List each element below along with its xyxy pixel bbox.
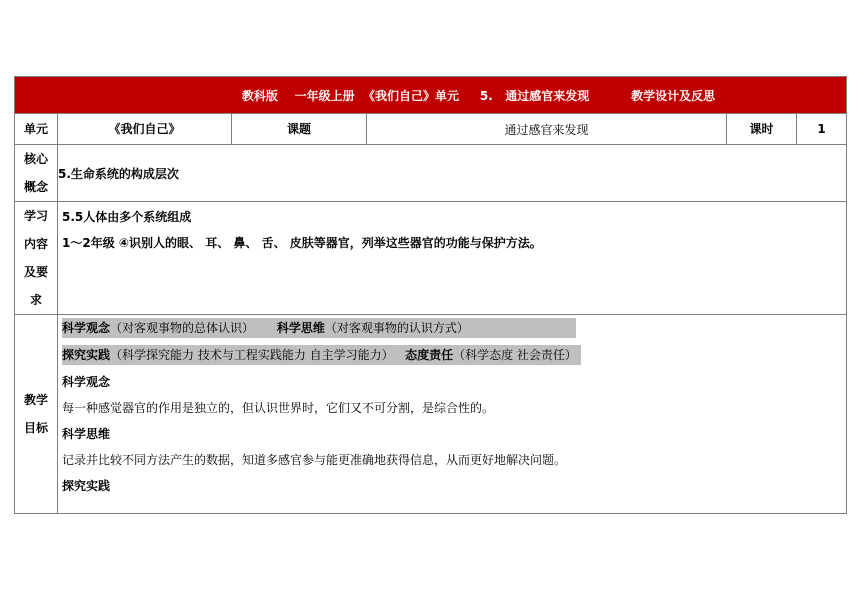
goal-heading-science-concept: 科学观念 [62, 375, 111, 389]
goals-label-line1: 教学 [23, 393, 48, 407]
content-label-line1: 学习 [23, 209, 48, 223]
unit-value: 《我们自己》 [58, 114, 232, 145]
goals-summary-2 [62, 342, 846, 369]
summary-inquiry-desc: （科学探究能力 技术与工程实践能力 自主学习能力） [110, 348, 406, 362]
core-concept-text: 5.生命系统的构成层次 [58, 145, 847, 202]
summary-science-concept-title: 科学观念 [62, 321, 111, 335]
learning-content-label [15, 202, 58, 315]
summary-science-thinking-desc: （对客观事物的认识方式） [324, 321, 469, 335]
goal-heading-science-thinking: 科学思维 [62, 427, 111, 441]
content-label-line2: 内容 [23, 237, 48, 251]
hours-label: 课时 [727, 114, 797, 145]
learning-content-cell [58, 202, 847, 315]
document-title: 教科版 一年级上册 《我们自己》单元 5. 通过感官来发现 教学设计及反思 [241, 88, 716, 103]
core-label-line2: 概念 [23, 180, 48, 194]
summary-attitude-title: 态度责任 [405, 348, 454, 362]
core-concept-row [15, 145, 847, 202]
content-line-2: 1～2年级 ④识别人的眼、 耳、 鼻、 舌、 皮肤等器官，列举这些器官的功能与保护方法。 [62, 236, 542, 250]
summary-science-thinking-title: 科学思维 [276, 321, 325, 335]
core-label-line1: 核心 [23, 152, 48, 166]
title-row [15, 77, 847, 114]
topic-label: 课题 [232, 114, 367, 145]
hours-value: 1 [797, 114, 847, 145]
topic-value: 通过感官来发现 [367, 114, 727, 145]
summary-attitude-desc: （科学态度 社会责任） [453, 348, 577, 362]
teaching-goals-cell [58, 315, 847, 514]
lesson-plan-table [14, 76, 847, 514]
goals-summary-1 [62, 315, 846, 342]
summary-inquiry-title: 探究实践 [62, 348, 111, 362]
core-concept-label [15, 145, 58, 202]
learning-content-row [15, 202, 847, 315]
unit-label: 单元 [15, 114, 58, 145]
content-label-line4: 求 [29, 293, 42, 307]
teaching-goals-row [15, 315, 847, 514]
goal-text-science-thinking: 记录并比较不同方法产生的数据，知道多感官参与能更准确地获得信息，从而更好地解决问题。 [62, 453, 567, 467]
teaching-goals-label [15, 315, 58, 514]
goals-label-line2: 目标 [23, 421, 48, 435]
content-line-1: 5.5人体由多个系统组成 [62, 210, 192, 224]
summary-science-concept-desc: （对客观事物的总体认识） [110, 321, 277, 335]
title-cell [15, 77, 847, 114]
goal-heading-inquiry: 探究实践 [62, 479, 111, 493]
content-label-line3: 及要 [23, 265, 48, 279]
goal-text-science-concept: 每一种感觉器官的作用是独立的，但认识世界时，它们又不可分割，是综合性的。 [62, 401, 495, 415]
meta-row [15, 114, 847, 145]
